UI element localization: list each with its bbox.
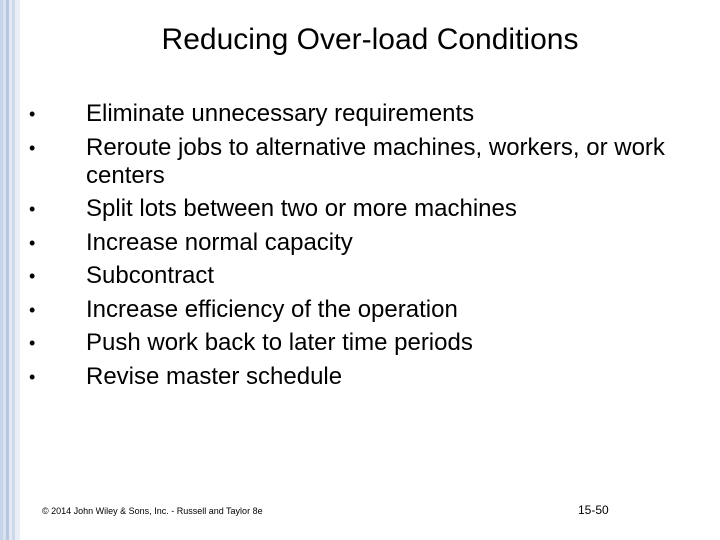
bullet-list [24, 100, 704, 396]
list-item [24, 195, 704, 223]
decorative-left-bar [0, 0, 20, 540]
list-item [24, 363, 704, 391]
bullet-text: Increase normal capacity [86, 228, 353, 256]
list-item [24, 262, 704, 290]
bullet-icon: • [29, 266, 36, 286]
page-number: 15-50 [578, 503, 609, 517]
bullet-text: Increase efficiency of the operation [86, 295, 458, 323]
list-item [24, 100, 704, 128]
list-item [24, 134, 704, 190]
list-item [24, 296, 704, 324]
bullet-text: Push work back to later time periods [86, 329, 473, 356]
list-item [24, 329, 704, 357]
bullet-text: Revise master schedule [86, 362, 343, 390]
bullet-icon: • [29, 333, 36, 353]
footer-copyright: © 2014 John Wiley & Sons, Inc. - Russell and Taylor 8e [42, 506, 263, 516]
bullet-icon: • [29, 366, 36, 387]
bullet-icon: • [29, 299, 36, 320]
bullet-icon: • [29, 232, 36, 253]
bullet-icon: • [29, 199, 36, 219]
bullet-icon: • [29, 104, 36, 124]
slide-title: Reducing Over-load Conditions [161, 23, 579, 56]
list-item [24, 229, 704, 257]
bullet-text: Reroute jobs to alternative machines, workers, or work centers [86, 133, 665, 189]
bullet-text: Eliminate unnecessary requirements [86, 100, 475, 127]
bullet-icon: • [29, 137, 36, 158]
bullet-text: Split lots between two or more machines [86, 195, 517, 222]
bullet-text: Subcontract [86, 262, 215, 289]
